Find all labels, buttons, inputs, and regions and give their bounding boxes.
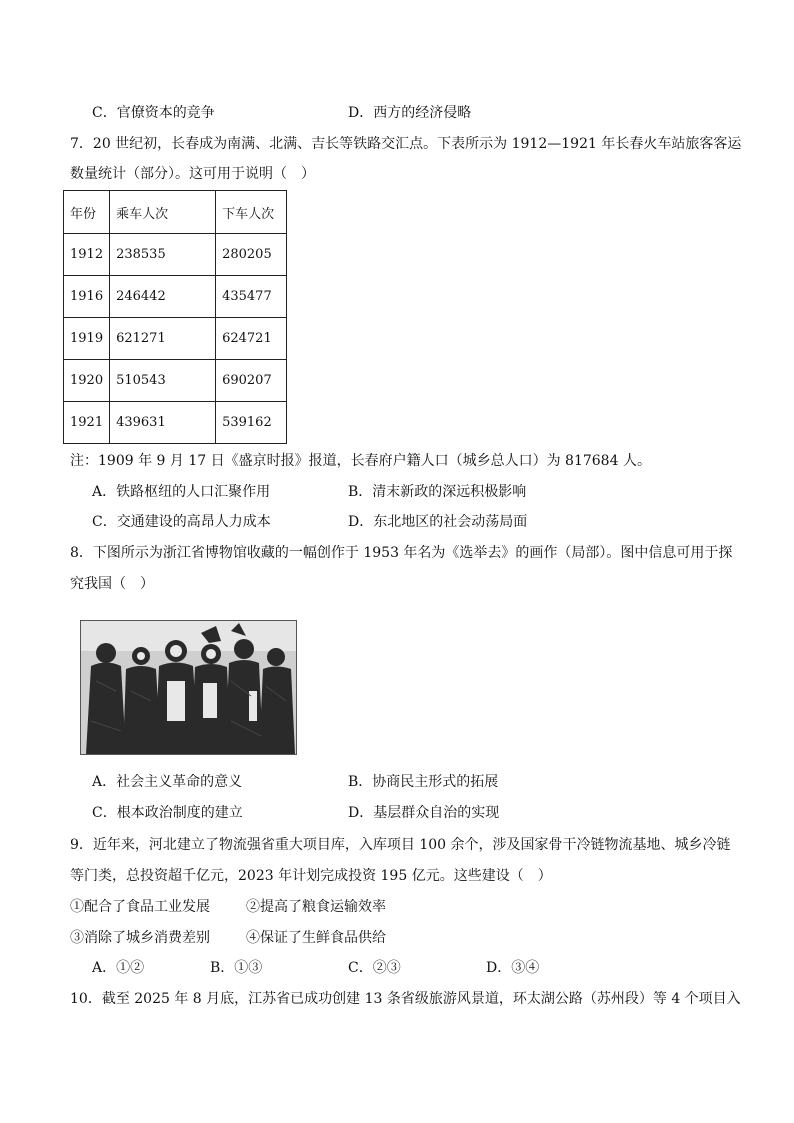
table-cell: 246442	[110, 276, 216, 318]
q8-option-c: C．根本政治制度的建立	[92, 805, 243, 821]
table-cell: 624721	[216, 318, 287, 360]
table-cell: 510543	[110, 360, 216, 402]
q9-statement-3: ③消除了城乡消费差别	[70, 930, 210, 946]
table-header: 年份	[64, 191, 110, 234]
table-header: 乘车人次	[110, 191, 216, 234]
woodcut-figures-illustration	[81, 621, 296, 754]
table-cell: 539162	[216, 402, 287, 444]
table-cell: 1912	[64, 234, 110, 276]
q9-statement-1: ①配合了食品工业发展	[70, 899, 210, 915]
q9-stem-line1: 9．近年来，河北建立了物流强省重大项目库，入库项目 100 余个，涉及国家骨干冷链物流基地、城乡冷链	[70, 837, 731, 853]
q8-option-a: A．社会主义革命的意义	[92, 774, 243, 790]
q8-option-d: D．基层群众自治的实现	[348, 805, 500, 821]
table-cell: 1916	[64, 276, 110, 318]
q7-stem-line2: 数量统计（部分）。这可用于说明（ ）	[70, 166, 315, 182]
table-cell: 439631	[110, 402, 216, 444]
table-row	[64, 234, 287, 276]
table-row	[64, 402, 287, 444]
election-woodcut-image	[80, 620, 297, 755]
q8-option-b: B．协商民主形式的拓展	[348, 774, 499, 790]
table-cell: 690207	[216, 360, 287, 402]
q6-option-d: D．西方的经济侵略	[348, 105, 472, 121]
table-row	[64, 276, 287, 318]
q7-option-c: C．交通建设的高昂人力成本	[92, 514, 271, 530]
q8-stem-line1: 8．下图所示为浙江省博物馆收藏的一幅创作于 1953 年名为《选举去》的画作（局部）。图中信息可用于探	[70, 545, 733, 561]
table-header: 下车人次	[216, 191, 287, 234]
q9-option-a: A．①②	[92, 960, 145, 976]
passenger-table	[63, 190, 287, 444]
q10-stem-line1: 10．截至 2025 年 8 月底，江苏省已成功创建 13 条省级旅游风景道，环太湖公路（苏州段）等 4 个项目入	[70, 991, 741, 1007]
table-cell: 280205	[216, 234, 287, 276]
table-cell: 435477	[216, 276, 287, 318]
q7-option-b: B．清末新政的深远积极影响	[348, 484, 527, 500]
q9-option-d: D．③④	[486, 960, 540, 976]
q7-option-d: D．东北地区的社会动荡局面	[348, 514, 528, 530]
q9-statement-2: ②提高了粮食运输效率	[246, 899, 386, 915]
q7-note: 注：1909 年 9 月 17 日《盛京时报》报道，长春府户籍人口（城乡总人口）为 817684 人。	[70, 453, 651, 469]
table-cell: 621271	[110, 318, 216, 360]
q7-option-a: A．铁路枢纽的人口汇聚作用	[92, 484, 271, 500]
table-row	[64, 318, 287, 360]
table-header-row	[64, 191, 287, 234]
q7-stem-line1: 7．20 世纪初，长春成为南满、北满、吉长等铁路交汇点。下表所示为 1912—1921 年长春火车站旅客客运	[70, 136, 742, 152]
q6-option-c: C．官僚资本的竞争	[92, 105, 215, 121]
table-cell: 238535	[110, 234, 216, 276]
table-row	[64, 360, 287, 402]
q9-stem-line2: 等门类，总投资超千亿元，2023 年计划完成投资 195 亿元。这些建设（ ）	[70, 868, 552, 884]
q9-option-b: B．①③	[210, 960, 263, 976]
table-cell: 1919	[64, 318, 110, 360]
q9-option-c: C．②③	[348, 960, 401, 976]
table-cell: 1921	[64, 402, 110, 444]
table-cell: 1920	[64, 360, 110, 402]
q9-statement-4: ④保证了生鲜食品供给	[246, 930, 386, 946]
q8-stem-line2: 究我国（ ）	[70, 576, 154, 592]
